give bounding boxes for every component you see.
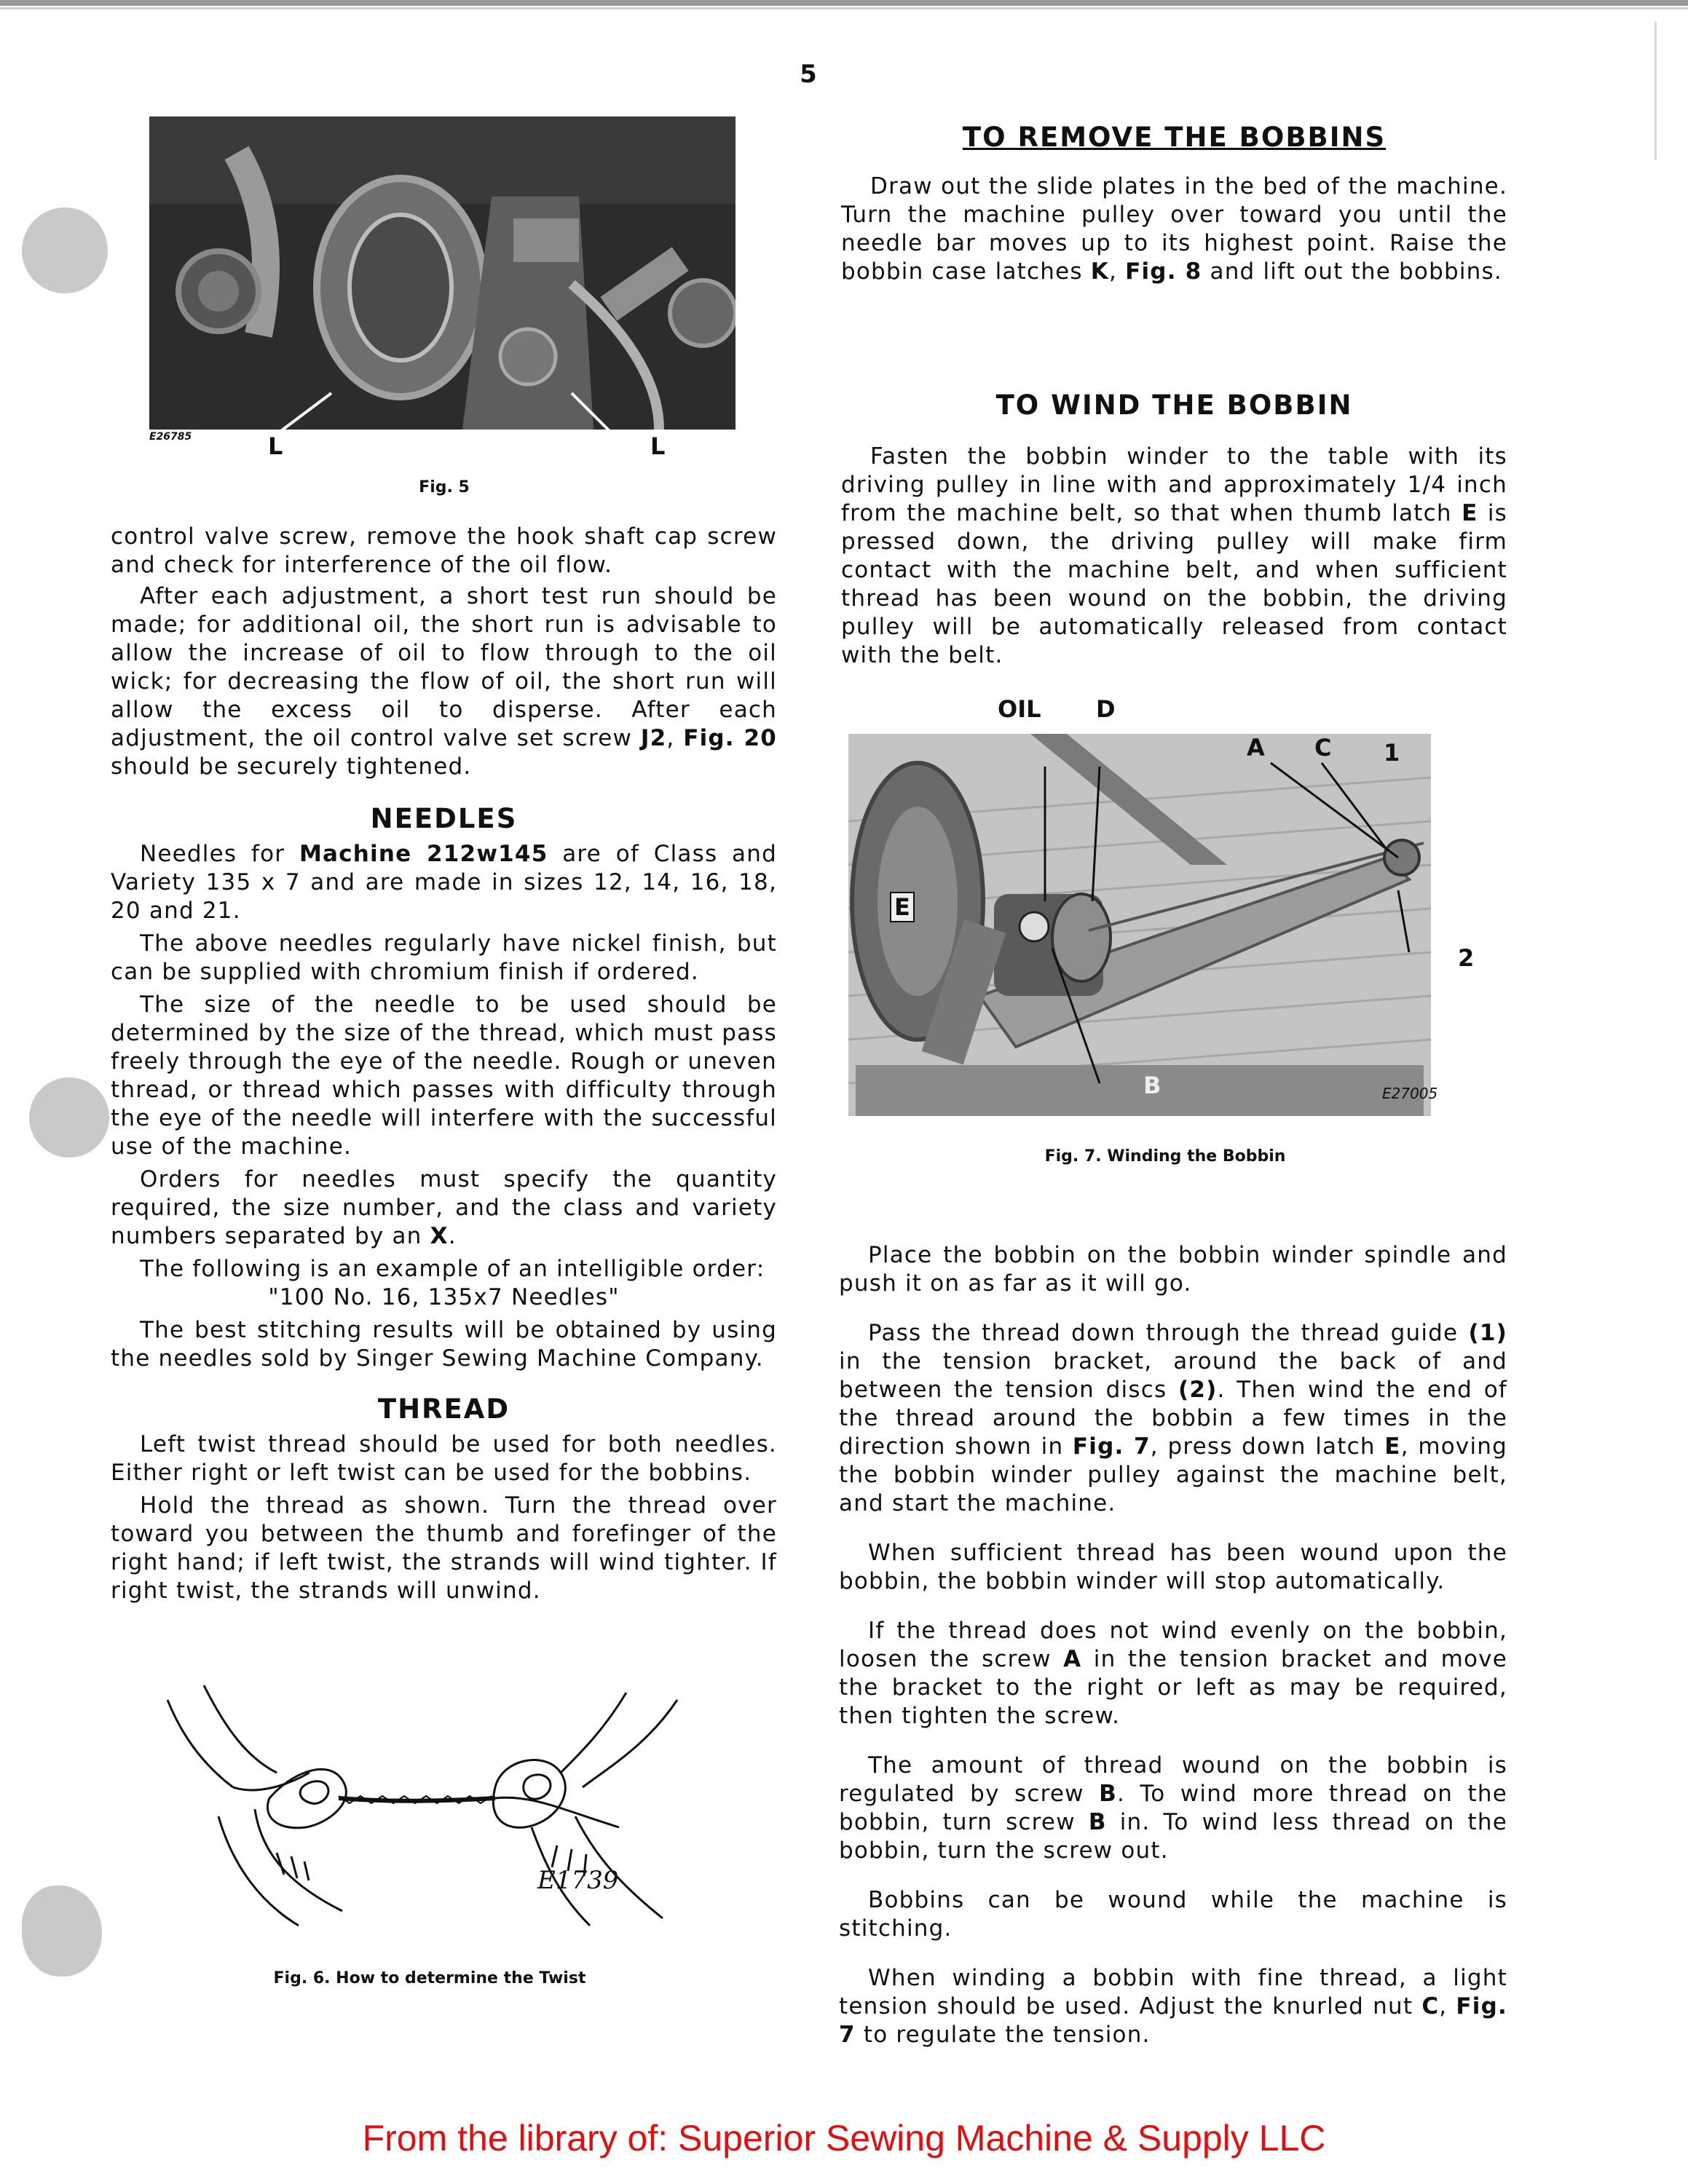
step-7: When winding a bobbin with fine thread, a light tension should be used. Adjust the knurled nut C, Fig. 7 to regulate the tension. [839,1965,1507,2048]
wind-bobbin-text: Fasten the bobbin winder to the table with its driving pulley in line with and approximately 1/4 inch from the machine belt, so that when thumb latch E is pressed down, the driving pulley will make firm contact with the machine belt, and when sufficient thread has been wound on the bobbin, the driving pulley will be automatically released from contact with the belt. [841,443,1508,668]
top-border-shadow [0,7,1688,9]
fig5-caption: Fig. 5 [419,478,470,496]
thread-paragraph-1: Left twist thread should be used for both needles. Either right or left twist can be used for the bobbins. [111,1431,777,1486]
fig7-label-e: E [890,892,915,922]
needles-paragraph-5: The following is an example of an intelligible order: [140,1256,765,1282]
needles-paragraph-4: Orders for needles must specify the quantity required, the size number, and the class and variety numbers separated by an X. [111,1166,777,1249]
fig5-label-right: L [650,432,666,460]
wind-bobbin-heading: TO WIND THE BOBBIN [995,389,1353,421]
fig7-code: E27005 [1382,1085,1438,1102]
step-5: The amount of thread wound on the bobbin is regulated by screw B. To wind more thread on the bobbin, turn screw B in. To wind less thread on the bobbin, turn the screw out. [839,1752,1508,1864]
remove-bobbins-text-block [841,173,1507,286]
wind-steps [839,1241,1507,2049]
fig5-arrows [149,379,735,451]
thread-paragraph-2: Hold the thread as shown. Turn the thread over toward you between the thumb and forefinger of the right hand; if left twist, the strands will wind tighter. If right twist, the strands will unwind. [111,1492,777,1604]
fig7-label-a: A [1247,734,1265,761]
needles-paragraph-3: The size of the needle to be used should be determined by the size of the thread, which must pass freely through the eye of the needle. Rough or uneven thread, or thread which passes with difficulty through the eye of the needle will interfere with the successful use of the machine. [111,992,777,1160]
fig7-label-b: B [1143,1072,1162,1099]
page-number: 5 [800,60,817,89]
fig6-caption: Fig. 6. How to determine the Twist [273,1969,586,1987]
needles-paragraph-2: The above needles regularly have nickel finish, but can be supplied with chromium finish if ordered. [111,930,777,985]
fig6-code: E1739 [537,1866,619,1895]
fig7-label-1: 1 [1384,739,1400,767]
step-1: Place the bobbin on the bobbin winder spindle and push it on as far as it will go. [839,1242,1507,1297]
library-footer: From the library of: Superior Sewing Machine & Supply LLC [362,2118,1326,2159]
punch-hole-middle [29,1077,109,1158]
step-6: Bobbins can be wound while the machine is stitching. [839,1887,1507,1942]
fig7-label-oil: OIL [998,695,1041,723]
remove-bobbins-heading: TO REMOVE THE BOBBINS [962,122,1387,153]
punch-hole-bottom [22,1886,102,1977]
fig5-label-left: L [268,432,283,460]
fig7-label-c: C [1314,734,1332,761]
fig7-label-d: D [1096,695,1116,723]
top-border [0,0,1688,6]
step-4: If the thread does not wind evenly on the bobbin, loosen the screw A in the tension bracket and move the bracket to the right or left as may be required, then tighten the screw. [839,1618,1507,1729]
remove-bobbins-text: Draw out the slide plates in the bed of the machine. Turn the machine pulley over toward you until the needle bar moves up to its highest point. Raise the bobbin case latches K, Fig. 8 and lift out the bobbins. [841,173,1507,285]
fig7-label-2: 2 [1458,944,1475,972]
thread-heading: THREAD [377,1393,510,1425]
order-example: "100 No. 16, 135x7 Needles" [268,1284,620,1310]
fig5-code: E26785 [149,431,192,443]
wind-bobbin-text-block [841,443,1507,670]
step-3: When sufficient thread has been wound upon the bobbin, the bobbin winder will stop automatically. [839,1540,1507,1594]
needles-heading: NEEDLES [370,803,518,834]
fig7-photo [848,734,1431,1116]
fig7-caption: Fig. 7. Winding the Bobbin [1044,1147,1286,1166]
left-column [111,523,777,1605]
step-2: Pass the thread down through the thread guide (1) in the tension bracket, around the back of and between the tension discs (2). Then wind the end of the thread around the bobbin a few times in the direction shown in Fig. 7, press down latch E, moving the bobbin winder pulley against the machine belt, and start the machine. [839,1320,1507,1516]
fig7-image [848,734,1431,1116]
punch-hole-top [22,207,108,293]
needles-paragraph-6: The best stitching results will be obtained by using the needles sold by Singer Sewing Machine Company. [111,1317,777,1372]
intro-paragraph-1: control valve screw, remove the hook shaft cap screw and check for interference of the oil flow. [111,523,777,578]
needles-paragraph-1: Needles for Machine 212w145 are of Class and Variety 135 x 7 and are made in sizes 12, 14, 16, 18, 20 and 21. [111,841,777,924]
right-edge-mark [1655,22,1657,160]
intro-paragraph-2: After each adjustment, a short test run should be made; for additional oil, the short run is advisable to allow the increase of oil to flow through to the oil wick; for decreasing the flow of oil, the short run will allow the excess oil to disperse. After each adjustment, the oil control valve set screw J2, Fig. 20 should be securely tightened. [111,583,778,780]
fig6-drawing [153,1671,706,1940]
